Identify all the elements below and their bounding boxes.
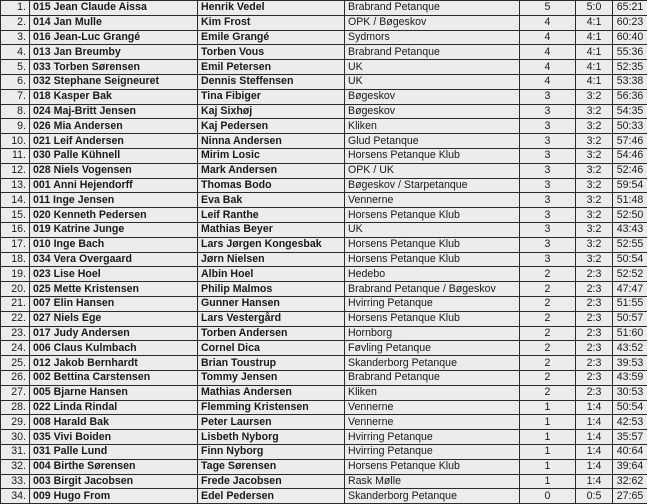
rank-cell: 1. bbox=[1, 1, 30, 16]
player1-cell: 001 Anni Hejendorff bbox=[30, 178, 198, 193]
player1-cell: 014 Jan Mulle bbox=[30, 15, 198, 30]
wins-cell: 1 bbox=[520, 474, 576, 489]
club-cell: OPK / UK bbox=[345, 163, 520, 178]
wins-cell: 2 bbox=[520, 282, 576, 297]
club-cell: UK bbox=[345, 60, 520, 75]
player1-cell: 011 Inge Jensen bbox=[30, 193, 198, 208]
wins-cell: 3 bbox=[520, 89, 576, 104]
player1-cell: 017 Judy Andersen bbox=[30, 326, 198, 341]
score-cell: 1:4 bbox=[576, 430, 613, 445]
club-cell: Horsens Petanque Klub bbox=[345, 252, 520, 267]
rank-cell: 33. bbox=[1, 474, 30, 489]
table-row bbox=[1, 385, 647, 400]
rank-cell: 22. bbox=[1, 311, 30, 326]
score-cell: 2:3 bbox=[576, 267, 613, 282]
points-cell: 60:23 bbox=[613, 15, 647, 30]
player1-cell: 026 Mia Andersen bbox=[30, 119, 198, 134]
wins-cell: 5 bbox=[520, 1, 576, 16]
table-row bbox=[1, 282, 647, 297]
wins-cell: 3 bbox=[520, 163, 576, 178]
club-cell: Føvling Petanque bbox=[345, 341, 520, 356]
rank-cell: 20. bbox=[1, 282, 30, 297]
club-cell: UK bbox=[345, 74, 520, 89]
points-cell: 56:36 bbox=[613, 89, 647, 104]
table-row bbox=[1, 193, 647, 208]
wins-cell: 1 bbox=[520, 415, 576, 430]
wins-cell: 2 bbox=[520, 370, 576, 385]
player1-cell: 034 Vera Overgaard bbox=[30, 252, 198, 267]
rank-cell: 24. bbox=[1, 341, 30, 356]
score-cell: 1:4 bbox=[576, 400, 613, 415]
player2-cell: Tage Sørensen bbox=[198, 459, 345, 474]
points-cell: 42:53 bbox=[613, 415, 647, 430]
player2-cell: Henrik Vedel bbox=[198, 1, 345, 16]
rank-cell: 23. bbox=[1, 326, 30, 341]
player2-cell: Edel Pedersen bbox=[198, 489, 345, 504]
player2-cell: Eva Bak bbox=[198, 193, 345, 208]
points-cell: 50:54 bbox=[613, 252, 647, 267]
club-cell: Kliken bbox=[345, 119, 520, 134]
wins-cell: 2 bbox=[520, 311, 576, 326]
table-row bbox=[1, 400, 647, 415]
player1-cell: 003 Birgit Jacobsen bbox=[30, 474, 198, 489]
table-row bbox=[1, 252, 647, 267]
wins-cell: 3 bbox=[520, 252, 576, 267]
player2-cell: Gunner Hansen bbox=[198, 296, 345, 311]
player2-cell: Mathias Beyer bbox=[198, 222, 345, 237]
wins-cell: 3 bbox=[520, 237, 576, 252]
rank-cell: 21. bbox=[1, 296, 30, 311]
score-cell: 3:2 bbox=[576, 119, 613, 134]
player1-cell: 004 Birthe Sørensen bbox=[30, 459, 198, 474]
wins-cell: 4 bbox=[520, 60, 576, 75]
rank-cell: 10. bbox=[1, 134, 30, 149]
table-row bbox=[1, 222, 647, 237]
club-cell: Horsens Petanque Klub bbox=[345, 237, 520, 252]
rank-cell: 12. bbox=[1, 163, 30, 178]
table-row bbox=[1, 148, 647, 163]
points-cell: 51:55 bbox=[613, 296, 647, 311]
player2-cell: Torben Vous bbox=[198, 45, 345, 60]
table-row bbox=[1, 119, 647, 134]
points-cell: 54:46 bbox=[613, 148, 647, 163]
points-cell: 52:35 bbox=[613, 60, 647, 75]
player1-cell: 025 Mette Kristensen bbox=[30, 282, 198, 297]
results-body bbox=[1, 1, 647, 504]
table-row bbox=[1, 1, 647, 16]
club-cell: Kliken bbox=[345, 385, 520, 400]
table-row bbox=[1, 178, 647, 193]
table-row bbox=[1, 474, 647, 489]
player1-cell: 024 Maj-Britt Jensen bbox=[30, 104, 198, 119]
player2-cell: Tina Fibiger bbox=[198, 89, 345, 104]
score-cell: 1:4 bbox=[576, 444, 613, 459]
rank-cell: 34. bbox=[1, 489, 30, 504]
player1-cell: 012 Jakob Bernhardt bbox=[30, 356, 198, 371]
wins-cell: 3 bbox=[520, 178, 576, 193]
points-cell: 35:57 bbox=[613, 430, 647, 445]
player1-cell: 022 Linda Rindal bbox=[30, 400, 198, 415]
table-row bbox=[1, 15, 647, 30]
rank-cell: 29. bbox=[1, 415, 30, 430]
score-cell: 3:2 bbox=[576, 193, 613, 208]
player2-cell: Lars Jørgen Kongesbak bbox=[198, 237, 345, 252]
points-cell: 47:47 bbox=[613, 282, 647, 297]
score-cell: 3:2 bbox=[576, 222, 613, 237]
player2-cell: Ninna Andersen bbox=[198, 134, 345, 149]
player1-cell: 006 Claus Kulmbach bbox=[30, 341, 198, 356]
points-cell: 52:46 bbox=[613, 163, 647, 178]
points-cell: 51:60 bbox=[613, 326, 647, 341]
score-cell: 2:3 bbox=[576, 385, 613, 400]
wins-cell: 2 bbox=[520, 385, 576, 400]
wins-cell: 1 bbox=[520, 430, 576, 445]
points-cell: 53:38 bbox=[613, 74, 647, 89]
points-cell: 50:54 bbox=[613, 400, 647, 415]
player2-cell: Mark Andersen bbox=[198, 163, 345, 178]
score-cell: 3:2 bbox=[576, 178, 613, 193]
points-cell: 60:40 bbox=[613, 30, 647, 45]
rank-cell: 28. bbox=[1, 400, 30, 415]
club-cell: Horsens Petanque Klub bbox=[345, 459, 520, 474]
player1-cell: 015 Jean Claude Aissa bbox=[30, 1, 198, 16]
player1-cell: 033 Torben Sørensen bbox=[30, 60, 198, 75]
points-cell: 40:64 bbox=[613, 444, 647, 459]
wins-cell: 1 bbox=[520, 400, 576, 415]
score-cell: 3:2 bbox=[576, 237, 613, 252]
club-cell: Sydmors bbox=[345, 30, 520, 45]
club-cell: Skanderborg Petanque bbox=[345, 489, 520, 504]
score-cell: 2:3 bbox=[576, 356, 613, 371]
club-cell: Hvirring Petanque bbox=[345, 444, 520, 459]
wins-cell: 1 bbox=[520, 444, 576, 459]
score-cell: 3:2 bbox=[576, 163, 613, 178]
player1-cell: 002 Bettina Carstensen bbox=[30, 370, 198, 385]
score-cell: 1:4 bbox=[576, 459, 613, 474]
rank-cell: 7. bbox=[1, 89, 30, 104]
player1-cell: 008 Harald Bak bbox=[30, 415, 198, 430]
player2-cell: Kaj Pedersen bbox=[198, 119, 345, 134]
score-cell: 4:1 bbox=[576, 60, 613, 75]
player1-cell: 021 Leif Andersen bbox=[30, 134, 198, 149]
rank-cell: 30. bbox=[1, 430, 30, 445]
points-cell: 39:64 bbox=[613, 459, 647, 474]
score-cell: 3:2 bbox=[576, 208, 613, 223]
player2-cell: Peter Laursen bbox=[198, 415, 345, 430]
club-cell: Skanderborg Petanque bbox=[345, 356, 520, 371]
club-cell: Horsens Petanque Klub bbox=[345, 208, 520, 223]
score-cell: 3:2 bbox=[576, 89, 613, 104]
table-row bbox=[1, 444, 647, 459]
rank-cell: 13. bbox=[1, 178, 30, 193]
player1-cell: 030 Palle Kühnell bbox=[30, 148, 198, 163]
table-row bbox=[1, 45, 647, 60]
club-cell: Bøgeskov bbox=[345, 104, 520, 119]
rank-cell: 3. bbox=[1, 30, 30, 45]
club-cell: Hvirring Petanque bbox=[345, 296, 520, 311]
table-row bbox=[1, 237, 647, 252]
club-cell: Brabrand Petanque bbox=[345, 1, 520, 16]
score-cell: 1:4 bbox=[576, 474, 613, 489]
club-cell: Rask Mølle bbox=[345, 474, 520, 489]
score-cell: 3:2 bbox=[576, 134, 613, 149]
player2-cell: Dennis Steffensen bbox=[198, 74, 345, 89]
points-cell: 65:21 bbox=[613, 1, 647, 16]
rank-cell: 31. bbox=[1, 444, 30, 459]
score-cell: 0:5 bbox=[576, 489, 613, 504]
player2-cell: Jørn Nielsen bbox=[198, 252, 345, 267]
player2-cell: Mathias Andersen bbox=[198, 385, 345, 400]
wins-cell: 4 bbox=[520, 74, 576, 89]
club-cell: Horsens Petanque Klub bbox=[345, 148, 520, 163]
player1-cell: 018 Kasper Bak bbox=[30, 89, 198, 104]
rank-cell: 18. bbox=[1, 252, 30, 267]
score-cell: 3:2 bbox=[576, 104, 613, 119]
rank-cell: 17. bbox=[1, 237, 30, 252]
wins-cell: 2 bbox=[520, 267, 576, 282]
player2-cell: Kim Frost bbox=[198, 15, 345, 30]
player1-cell: 010 Inge Bach bbox=[30, 237, 198, 252]
rank-cell: 8. bbox=[1, 104, 30, 119]
score-cell: 4:1 bbox=[576, 30, 613, 45]
points-cell: 43:52 bbox=[613, 341, 647, 356]
player1-cell: 007 Elin Hansen bbox=[30, 296, 198, 311]
points-cell: 30:53 bbox=[613, 385, 647, 400]
club-cell: Horsens Petanque Klub bbox=[345, 311, 520, 326]
player2-cell: Frede Jacobsen bbox=[198, 474, 345, 489]
wins-cell: 3 bbox=[520, 148, 576, 163]
score-cell: 3:2 bbox=[576, 148, 613, 163]
table-row bbox=[1, 356, 647, 371]
wins-cell: 0 bbox=[520, 489, 576, 504]
points-cell: 52:52 bbox=[613, 267, 647, 282]
rank-cell: 32. bbox=[1, 459, 30, 474]
table-row bbox=[1, 311, 647, 326]
club-cell: Hvirring Petanque bbox=[345, 430, 520, 445]
club-cell: Brabrand Petanque / Bøgeskov bbox=[345, 282, 520, 297]
rank-cell: 19. bbox=[1, 267, 30, 282]
player1-cell: 009 Hugo From bbox=[30, 489, 198, 504]
rank-cell: 16. bbox=[1, 222, 30, 237]
club-cell: Bøgeskov bbox=[345, 89, 520, 104]
player1-cell: 005 Bjarne Hansen bbox=[30, 385, 198, 400]
rank-cell: 2. bbox=[1, 15, 30, 30]
score-cell: 2:3 bbox=[576, 311, 613, 326]
player2-cell: Lars Vestergård bbox=[198, 311, 345, 326]
table-row bbox=[1, 134, 647, 149]
score-cell: 4:1 bbox=[576, 45, 613, 60]
wins-cell: 3 bbox=[520, 134, 576, 149]
player1-cell: 027 Niels Ege bbox=[30, 311, 198, 326]
rank-cell: 25. bbox=[1, 356, 30, 371]
club-cell: Brabrand Petanque bbox=[345, 45, 520, 60]
wins-cell: 1 bbox=[520, 459, 576, 474]
player1-cell: 031 Palle Lund bbox=[30, 444, 198, 459]
club-cell: Glud Petanque bbox=[345, 134, 520, 149]
wins-cell: 3 bbox=[520, 119, 576, 134]
table-row bbox=[1, 60, 647, 75]
table-row bbox=[1, 104, 647, 119]
table-row bbox=[1, 30, 647, 45]
rank-cell: 4. bbox=[1, 45, 30, 60]
player2-cell: Emil Petersen bbox=[198, 60, 345, 75]
points-cell: 57:46 bbox=[613, 134, 647, 149]
player2-cell: Lisbeth Nyborg bbox=[198, 430, 345, 445]
player2-cell: Brian Toustrup bbox=[198, 356, 345, 371]
table-row bbox=[1, 430, 647, 445]
wins-cell: 3 bbox=[520, 208, 576, 223]
player2-cell: Tommy Jensen bbox=[198, 370, 345, 385]
player2-cell: Torben Andersen bbox=[198, 326, 345, 341]
score-cell: 2:3 bbox=[576, 341, 613, 356]
score-cell: 5:0 bbox=[576, 1, 613, 16]
club-cell: Vennerne bbox=[345, 193, 520, 208]
player2-cell: Philip Malmos bbox=[198, 282, 345, 297]
points-cell: 43:59 bbox=[613, 370, 647, 385]
table-row bbox=[1, 163, 647, 178]
wins-cell: 2 bbox=[520, 341, 576, 356]
wins-cell: 2 bbox=[520, 296, 576, 311]
wins-cell: 4 bbox=[520, 45, 576, 60]
points-cell: 59:54 bbox=[613, 178, 647, 193]
club-cell: UK bbox=[345, 222, 520, 237]
points-cell: 39:53 bbox=[613, 356, 647, 371]
wins-cell: 2 bbox=[520, 326, 576, 341]
points-cell: 27:65 bbox=[613, 489, 647, 504]
score-cell: 2:3 bbox=[576, 296, 613, 311]
points-cell: 50:33 bbox=[613, 119, 647, 134]
player1-cell: 035 Vivi Boiden bbox=[30, 430, 198, 445]
score-cell: 2:3 bbox=[576, 282, 613, 297]
player2-cell: Leif Ranthe bbox=[198, 208, 345, 223]
player2-cell: Thomas Bodo bbox=[198, 178, 345, 193]
table-row bbox=[1, 89, 647, 104]
wins-cell: 4 bbox=[520, 30, 576, 45]
player2-cell: Flemming Kristensen bbox=[198, 400, 345, 415]
points-cell: 54:35 bbox=[613, 104, 647, 119]
club-cell: Hornborg bbox=[345, 326, 520, 341]
rank-cell: 11. bbox=[1, 148, 30, 163]
player2-cell: Finn Nyborg bbox=[198, 444, 345, 459]
table-row bbox=[1, 326, 647, 341]
points-cell: 32:62 bbox=[613, 474, 647, 489]
rank-cell: 15. bbox=[1, 208, 30, 223]
club-cell: Vennerne bbox=[345, 415, 520, 430]
points-cell: 55:36 bbox=[613, 45, 647, 60]
table-row bbox=[1, 341, 647, 356]
player2-cell: Cornel Dica bbox=[198, 341, 345, 356]
player1-cell: 032 Stephane Seigneuret bbox=[30, 74, 198, 89]
club-cell: Brabrand Petanque bbox=[345, 370, 520, 385]
player1-cell: 028 Niels Vogensen bbox=[30, 163, 198, 178]
player1-cell: 016 Jean-Luc Grangé bbox=[30, 30, 198, 45]
player1-cell: 019 Katrine Junge bbox=[30, 222, 198, 237]
points-cell: 52:55 bbox=[613, 237, 647, 252]
player1-cell: 013 Jan Breumby bbox=[30, 45, 198, 60]
player2-cell: Kaj Sixhøj bbox=[198, 104, 345, 119]
points-cell: 43:43 bbox=[613, 222, 647, 237]
player2-cell: Emile Grangé bbox=[198, 30, 345, 45]
points-cell: 51:48 bbox=[613, 193, 647, 208]
score-cell: 2:3 bbox=[576, 326, 613, 341]
rank-cell: 27. bbox=[1, 385, 30, 400]
table-row bbox=[1, 459, 647, 474]
points-cell: 50:57 bbox=[613, 311, 647, 326]
wins-cell: 3 bbox=[520, 193, 576, 208]
table-row bbox=[1, 415, 647, 430]
rank-cell: 14. bbox=[1, 193, 30, 208]
rank-cell: 6. bbox=[1, 74, 30, 89]
player1-cell: 023 Lise Hoel bbox=[30, 267, 198, 282]
table-row bbox=[1, 370, 647, 385]
table-row bbox=[1, 489, 647, 504]
table-row bbox=[1, 296, 647, 311]
club-cell: Bøgeskov / Starpetanque bbox=[345, 178, 520, 193]
club-cell: OPK / Bøgeskov bbox=[345, 15, 520, 30]
score-cell: 2:3 bbox=[576, 370, 613, 385]
club-cell: Vennerne bbox=[345, 400, 520, 415]
table-row bbox=[1, 267, 647, 282]
wins-cell: 3 bbox=[520, 222, 576, 237]
score-cell: 1:4 bbox=[576, 415, 613, 430]
player2-cell: Mirim Losic bbox=[198, 148, 345, 163]
wins-cell: 3 bbox=[520, 104, 576, 119]
table-row bbox=[1, 208, 647, 223]
table-row bbox=[1, 74, 647, 89]
score-cell: 4:1 bbox=[576, 74, 613, 89]
score-cell: 3:2 bbox=[576, 252, 613, 267]
rank-cell: 26. bbox=[1, 370, 30, 385]
wins-cell: 2 bbox=[520, 356, 576, 371]
rank-cell: 5. bbox=[1, 60, 30, 75]
wins-cell: 4 bbox=[520, 15, 576, 30]
club-cell: Hedebo bbox=[345, 267, 520, 282]
rank-cell: 9. bbox=[1, 119, 30, 134]
points-cell: 52:50 bbox=[613, 208, 647, 223]
player1-cell: 020 Kenneth Pedersen bbox=[30, 208, 198, 223]
score-cell: 4:1 bbox=[576, 15, 613, 30]
player2-cell: Albin Hoel bbox=[198, 267, 345, 282]
